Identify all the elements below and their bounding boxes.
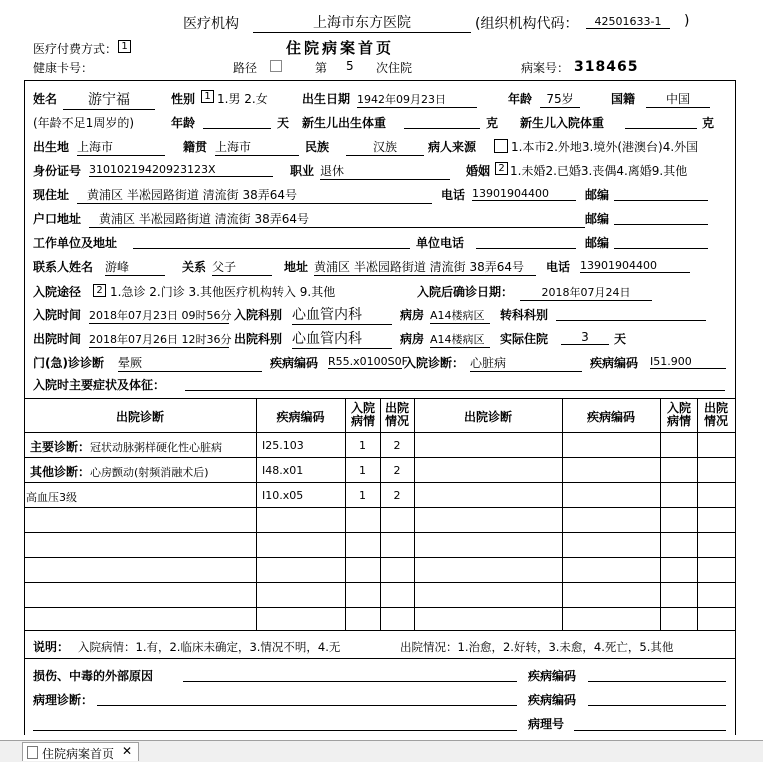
diag-out: 2 [393,439,401,452]
pathology-code-label: 疾病编码 [528,693,577,707]
ethnic-label: 民族 [305,140,330,154]
birthplace-label: 出生地 [33,140,70,154]
birth-weight-field[interactable] [404,114,480,129]
id-value: 310102194209231​23X [89,163,273,177]
birth-weight-label: 新生儿出生体重 [302,116,387,130]
admit-dept-label: 入院科别 [234,308,283,322]
contact-phone-value: 13901904400 [580,259,690,273]
dob-label: 出生日期 [302,92,351,106]
marriage-label: 婚姻 [466,164,491,178]
hukou-value: 黄浦区 半凇园路街道 清流街 38弄64号 [89,210,585,228]
health-card-label: 健康卡号： [33,61,94,75]
admit-time: 2018年07月23日 09时56分 [89,309,232,322]
source-label: 病人来源 [428,140,477,154]
er-code: R55.x0100S0F [328,355,408,368]
birthplace-value: 上海市 [77,138,165,156]
case-no-label: 病案号： [521,61,570,75]
marriage-options: 1.未婚2.已婚3.丧偶4.离婚9.其他 [510,164,688,178]
route-options: 1.急诊 2.门诊 3.其他医疗机构转入 9.其他 [110,285,336,299]
route-label: 入院途径 [33,285,82,299]
infant-note: (年龄不足1周岁的) [33,116,134,130]
org-code-label: (组织机构代码： [475,16,579,32]
contact-value: 游峰 [105,258,165,276]
ward-label: 病房 [400,308,425,322]
visit-suffix: 次住院 [376,61,413,75]
route-box[interactable]: 2 [93,284,106,297]
diag-code: I25.103 [262,439,304,452]
table-row [30,438,222,455]
job-value: 退休 [320,162,450,180]
gram-label-2: 克 [702,116,715,130]
address-value: 黄浦区 半凇园路街道 清流街 38弄64号 [77,186,432,204]
postcode-field[interactable] [614,186,708,201]
org-label: 医疗机构 [183,16,239,32]
sex-box[interactable]: 1 [201,90,214,103]
admit-diag-label: 入院诊断： [404,356,465,370]
col-header-out-2: 出院情况 [703,401,728,428]
marriage-box[interactable]: 2 [495,162,508,175]
postcode-label-3: 邮编 [585,236,610,250]
injury-code-label: 疾病编码 [528,669,577,683]
stay-unit: 天 [614,332,627,346]
hukou-label: 户口地址 [33,212,82,226]
discharge-dept-label: 出院科别 [234,332,283,346]
visit-number: 5 [346,59,354,73]
pathology-field-2[interactable] [33,716,517,731]
org-code-close: ) [684,13,690,29]
table-row [26,489,77,505]
diag-out: 2 [393,464,401,477]
ward-value: A14楼病区 [430,307,490,324]
col-header-in-2: 入院病情 [666,401,691,428]
age-value: 75岁 [540,90,580,108]
postcode-field-3[interactable] [614,234,708,249]
native-value: 上海市 [215,138,299,156]
diag-row-label: 主要诊断： [30,440,91,454]
org-name: 上海市东方医院 [253,12,471,33]
nationality-label: 国籍 [611,92,636,106]
pathology-label: 病理诊断： [33,693,94,707]
admit-dept: 心血管内科 [292,304,392,325]
day-label: 天 [277,116,290,130]
sex-label: 性别 [171,92,196,106]
stay-label: 实际住院 [500,332,549,346]
diag-in: 1 [359,464,366,477]
admit-weight-field[interactable] [625,114,697,129]
pay-method-label: 医疗付费方式： [33,42,118,56]
stay-days: 3 [561,330,609,345]
postcode-label-2: 邮编 [585,212,610,226]
er-diag: 晕厥 [118,354,262,372]
ward-value-2: A14楼病区 [430,331,490,348]
diag-row-label: 其他诊断： [30,465,91,479]
transfer-field[interactable] [556,306,706,321]
infant-age-label: 年龄 [171,116,196,130]
source-box[interactable] [494,139,508,153]
contact-phone-label: 电话 [546,260,571,274]
dob-value: 1942年09月23日 [357,91,477,108]
work-field[interactable] [133,234,410,249]
confirm-label: 入院后确诊日期： [417,285,514,299]
work-phone-field[interactable] [476,234,576,249]
contact-addr-value: 黄浦区 半凇园路街道 清流街 38弄64号 [314,258,536,276]
transfer-label: 转科科别 [500,308,549,322]
pay-method-box[interactable]: 1 [118,40,131,53]
pathology-no-field[interactable] [574,716,726,731]
postcode-field-2[interactable] [614,210,708,225]
col-header-out: 出院情况 [384,401,409,428]
discharge-time: 2018年07月26日 12时36分 [89,333,232,346]
injury-code-field[interactable] [588,667,726,682]
diag-name: 高血压3级 [26,491,77,504]
path-label: 路径 [233,61,258,75]
diag-in: 1 [359,439,366,452]
infant-age-field[interactable] [203,114,271,129]
col-header-code-2: 疾病编码 [586,410,635,424]
confirm-date: 2018年07月24日 [520,284,652,301]
sex-options: 1.男 2.女 [217,92,268,106]
diag-out: 2 [393,489,401,502]
symptoms-label: 入院时主要症状及体征： [33,378,166,392]
address-label: 现住址 [33,188,70,202]
diag-name: 心房颤动(射频消融术后) [90,466,209,479]
injury-label: 损伤、中毒的外部原因 [33,669,154,683]
admit-note: 入院病情：1.有，2.临床未确定，3.情况不明，4.无 [78,640,341,654]
ethnic-value: 汉族 [346,138,424,156]
pathology-no-label: 病理号 [528,717,565,731]
name-label: 姓名 [33,92,58,106]
symptoms-field[interactable] [185,376,725,391]
diag-code: I10.x05 [262,489,304,502]
pathology-code-field[interactable] [588,691,726,706]
table-row [30,463,209,480]
name-value: 游宁福 [63,89,155,110]
admit-diag: 心脏病 [470,354,582,372]
relation-label: 关系 [182,260,207,274]
tab-label: 住院病案首页 [42,747,115,761]
diag-name: 冠状动脉粥样硬化性心脏病 [90,441,223,454]
postcode-label: 邮编 [585,188,610,202]
id-label: 身份证号 [33,164,82,178]
out-note: 出院情况：1.治愈，2.好转，3.未愈，4.死亡，5.其他 [400,640,674,654]
document-icon [27,746,38,759]
contact-label: 联系人姓名 [33,260,94,274]
source-options: 1.本市2.外地3.境外(港澳台)4.外国 [511,140,699,154]
tab-case-home[interactable] [22,742,139,761]
diag-in: 1 [359,489,366,502]
col-header-code: 疾病编码 [276,410,325,424]
admit-code-label: 疾病编码 [590,356,639,370]
native-label: 籍贯 [183,140,208,154]
age-label: 年龄 [508,92,533,106]
discharge-dept: 心血管内科 [292,328,392,349]
col-header-in: 入院病情 [350,401,375,428]
work-label: 工作单位及地址 [33,236,118,250]
admit-time-label: 入院时间 [33,308,82,322]
nationality-value: 中国 [646,90,710,108]
path-checkbox[interactable] [270,60,282,72]
ward-label-2: 病房 [400,332,425,346]
relation-value: 父子 [212,258,272,276]
phone-value: 13901904400 [472,187,576,201]
page-title: 住院病案首页 [286,39,395,57]
contact-addr-label: 地址 [284,260,309,274]
close-icon[interactable]: ✕ [122,744,133,758]
phone-label: 电话 [441,188,466,202]
notes-label: 说明： [33,640,70,654]
case-no: 318465 [574,59,639,75]
er-code-label: 疾病编码 [270,356,319,370]
org-code: 42501633-1 [586,15,670,29]
col-header-diag: 出院诊断 [115,410,164,424]
work-phone-label: 单位电话 [416,236,465,250]
diag-code: I48.x01 [262,464,304,477]
job-label: 职业 [290,164,315,178]
admit-code: I51.900 [650,355,726,369]
col-header-diag-2: 出院诊断 [463,410,512,424]
discharge-time-label: 出院时间 [33,332,82,346]
er-diag-label: 门(急)诊诊断 [33,356,104,370]
visit-prefix: 第 [315,61,328,75]
gram-label: 克 [486,116,499,130]
injury-field[interactable] [183,667,517,682]
admit-weight-label: 新生儿入院体重 [520,116,605,130]
pathology-field[interactable] [97,691,517,706]
